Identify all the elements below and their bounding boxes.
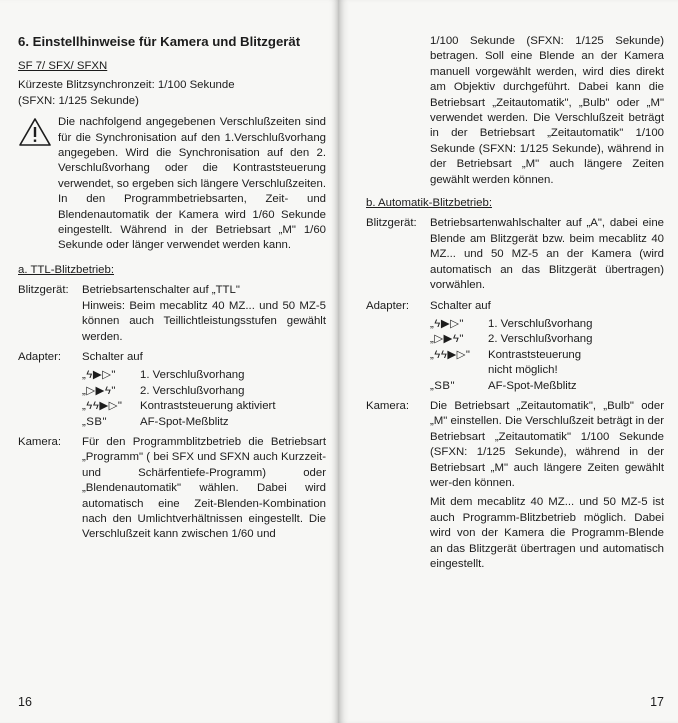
adapter-option-label: 2. Verschlußvorhang [140, 384, 245, 397]
adapter-label: Adapter: [366, 299, 410, 312]
left-page-content [18, 34, 326, 543]
shutter-symbol-icon: „▷▶ϟ" [82, 384, 116, 397]
camera-text: Die Betriebsart „Zeitautomatik", „Bulb" oder „M" einstellen. Die Verschlußzeit beträgt in der Betriebsart „Zeitautomatik" 1/100 Sekunde (SFXN: 1/125 Sekunde), während in der Betriebsart „M" auch längere Zeiten gewählt wer-den können. [430, 399, 664, 489]
left-page [0, 0, 338, 723]
continued-text: 1/100 Sekunde (SFXN: 1/125 Sekunde) betragen. Soll eine Blende an der Kamera manuell vorgewählt werden, wird dies direkt am Objektiv durchgeführt. Dabei kann die Betriebsart „Zeitautomatik", „Bulb" oder „M" verwendet werden. Die Verschlußzeit beträgt in der Betriebsart „Zeitautomatik" 1/100 Sekunde (SFXN: 1/125 Sekunde), während in der Betriebsart „M" auch längere Zeiten gewählt werden können. [430, 35, 664, 186]
adapter-option-label: Kontraststeuerung [488, 348, 582, 361]
adapter-row [18, 350, 326, 430]
right-page-content [366, 34, 664, 572]
adapter-option [82, 384, 326, 399]
adapter-value [82, 350, 326, 430]
sync-line-2: (SFXN: 1/125 Sekunde) [18, 94, 139, 107]
adapter-option-label: AF-Spot-Meßblitz [140, 415, 229, 428]
adapter-option [430, 317, 664, 332]
adapter-option-label: Kontraststeuerung aktiviert [140, 400, 276, 413]
warning-text: Die nachfolgend angegebenen Verschlußzeiten sind für die Synchronisation auf den 1.Verschlußvorhang angegeben. Wird die Synchronisation auf den 2. Verschlußvorhang oder die Kontraststeuerung verwendet, so ergeben sich längere Verschlußzeiten. In den Programmbetriebsarten, Zeit- und Blendenautomatik der Kamera wird 1/60 Sekunde eingestellt. Während in der Betriebsart „M" 1/60 Sekunde oder länger verwendet werden kann. [58, 116, 326, 252]
adapter-option-label: AF-Spot-Meßblitz [488, 379, 577, 392]
camera-row [366, 399, 664, 572]
adapter-option [82, 368, 326, 383]
camera-label: Kamera: [366, 399, 410, 412]
flash-unit-row [366, 216, 664, 293]
adapter-text: Schalter auf [430, 299, 491, 312]
adapter-option-label: 1. Verschlußvorhang [140, 369, 245, 382]
adapter-option-label: 1. Verschlußvorhang [488, 317, 593, 330]
adapter-value [430, 299, 664, 394]
shutter-symbol-icon: „ϟ▶▷" [82, 369, 116, 382]
chapter-title: 6. Einstellhinweise für Kamera und Blitzgerät [18, 34, 301, 49]
page-number-right: 17 [650, 695, 664, 709]
adapter-option [430, 363, 664, 378]
warning-block [18, 115, 326, 254]
adapter-row [366, 299, 664, 394]
adapter-option [430, 348, 664, 363]
camera-label: Kamera: [18, 435, 62, 448]
shutter-symbol-icon: „SB" [430, 379, 456, 392]
warning-triangle-icon [18, 117, 52, 147]
adapter-option [82, 415, 326, 430]
camera-text: Für den Programmblitzbetrieb die Betriebsart „Programm" ( bei SFX und SFXN auch Kurzzeit- und Schärfentiefe-Programm) oder „Blendenautomatik" wählen. Dabei wird automatisch eine Zeit-Blenden-Kombination nach den Umlichtverhältnissen eingestellt. Die Verschlußzeit kann zwischen 1/60 und [82, 435, 326, 541]
adapter-label: Adapter: [18, 350, 62, 363]
flash-unit-text: Betriebsartenwahlschalter auf „A", dabei eine Blende am Blitzgerät bzw. beim mecablitz 40 MZ... und 50 MZ-5 an der Kamera (wird automatisch an das Blitzgerät übertragen) vorwählen. [430, 217, 664, 292]
flash-unit-row [18, 283, 326, 345]
shutter-symbol-icon: „ϟ▶▷" [430, 317, 464, 330]
flash-unit-hint: Hinweis: Beim mecablitz 40 MZ... und 50 MZ-5 können auch Teillichtleistungsstufen gewählt werden. [82, 299, 326, 343]
camera-text-2: Mit dem mecablitz 40 MZ... und 50 MZ-5 ist auch Programm-Blitzbetrieb möglich. Dabei wird von der Kamera die Programm-Blende an das Blitzgerät übertragen und automatisch eingestellt. [430, 496, 664, 570]
shutter-symbol-icon: „SB" [82, 415, 108, 428]
shutter-symbol-icon: „▷▶ϟ" [430, 333, 464, 346]
flash-unit-value [82, 283, 326, 345]
adapter-option-label: nicht möglich! [488, 364, 558, 377]
adapter-option-label: 2. Verschlußvorhang [488, 333, 593, 346]
section-heading: SF 7/ SFX/ SFXN [18, 60, 108, 72]
shutter-symbol-icon: „ϟϟ▶▷" [82, 400, 123, 413]
adapter-option [430, 332, 664, 347]
adapter-text: Schalter auf [82, 350, 143, 363]
camera-value [430, 399, 664, 572]
flash-unit-text: Betriebsartenschalter auf „TTL" [82, 284, 240, 297]
adapter-option [82, 399, 326, 414]
shutter-symbol-icon: „ϟϟ▶▷" [430, 348, 471, 361]
flash-unit-label: Blitzgerät: [366, 217, 417, 230]
adapter-option [430, 379, 664, 394]
sync-line-1: Kürzeste Blitzsynchronzeit: 1/100 Sekunde [18, 79, 235, 92]
camera-row [18, 435, 326, 543]
page-number-left: 16 [18, 695, 32, 709]
flash-unit-label: Blitzgerät: [18, 284, 69, 297]
right-page [338, 0, 678, 723]
subsection-automatic-heading: b. Automatik-Blitzbetrieb: [366, 197, 492, 210]
subsection-ttl-heading: a. TTL-Blitzbetrieb: [18, 263, 115, 276]
